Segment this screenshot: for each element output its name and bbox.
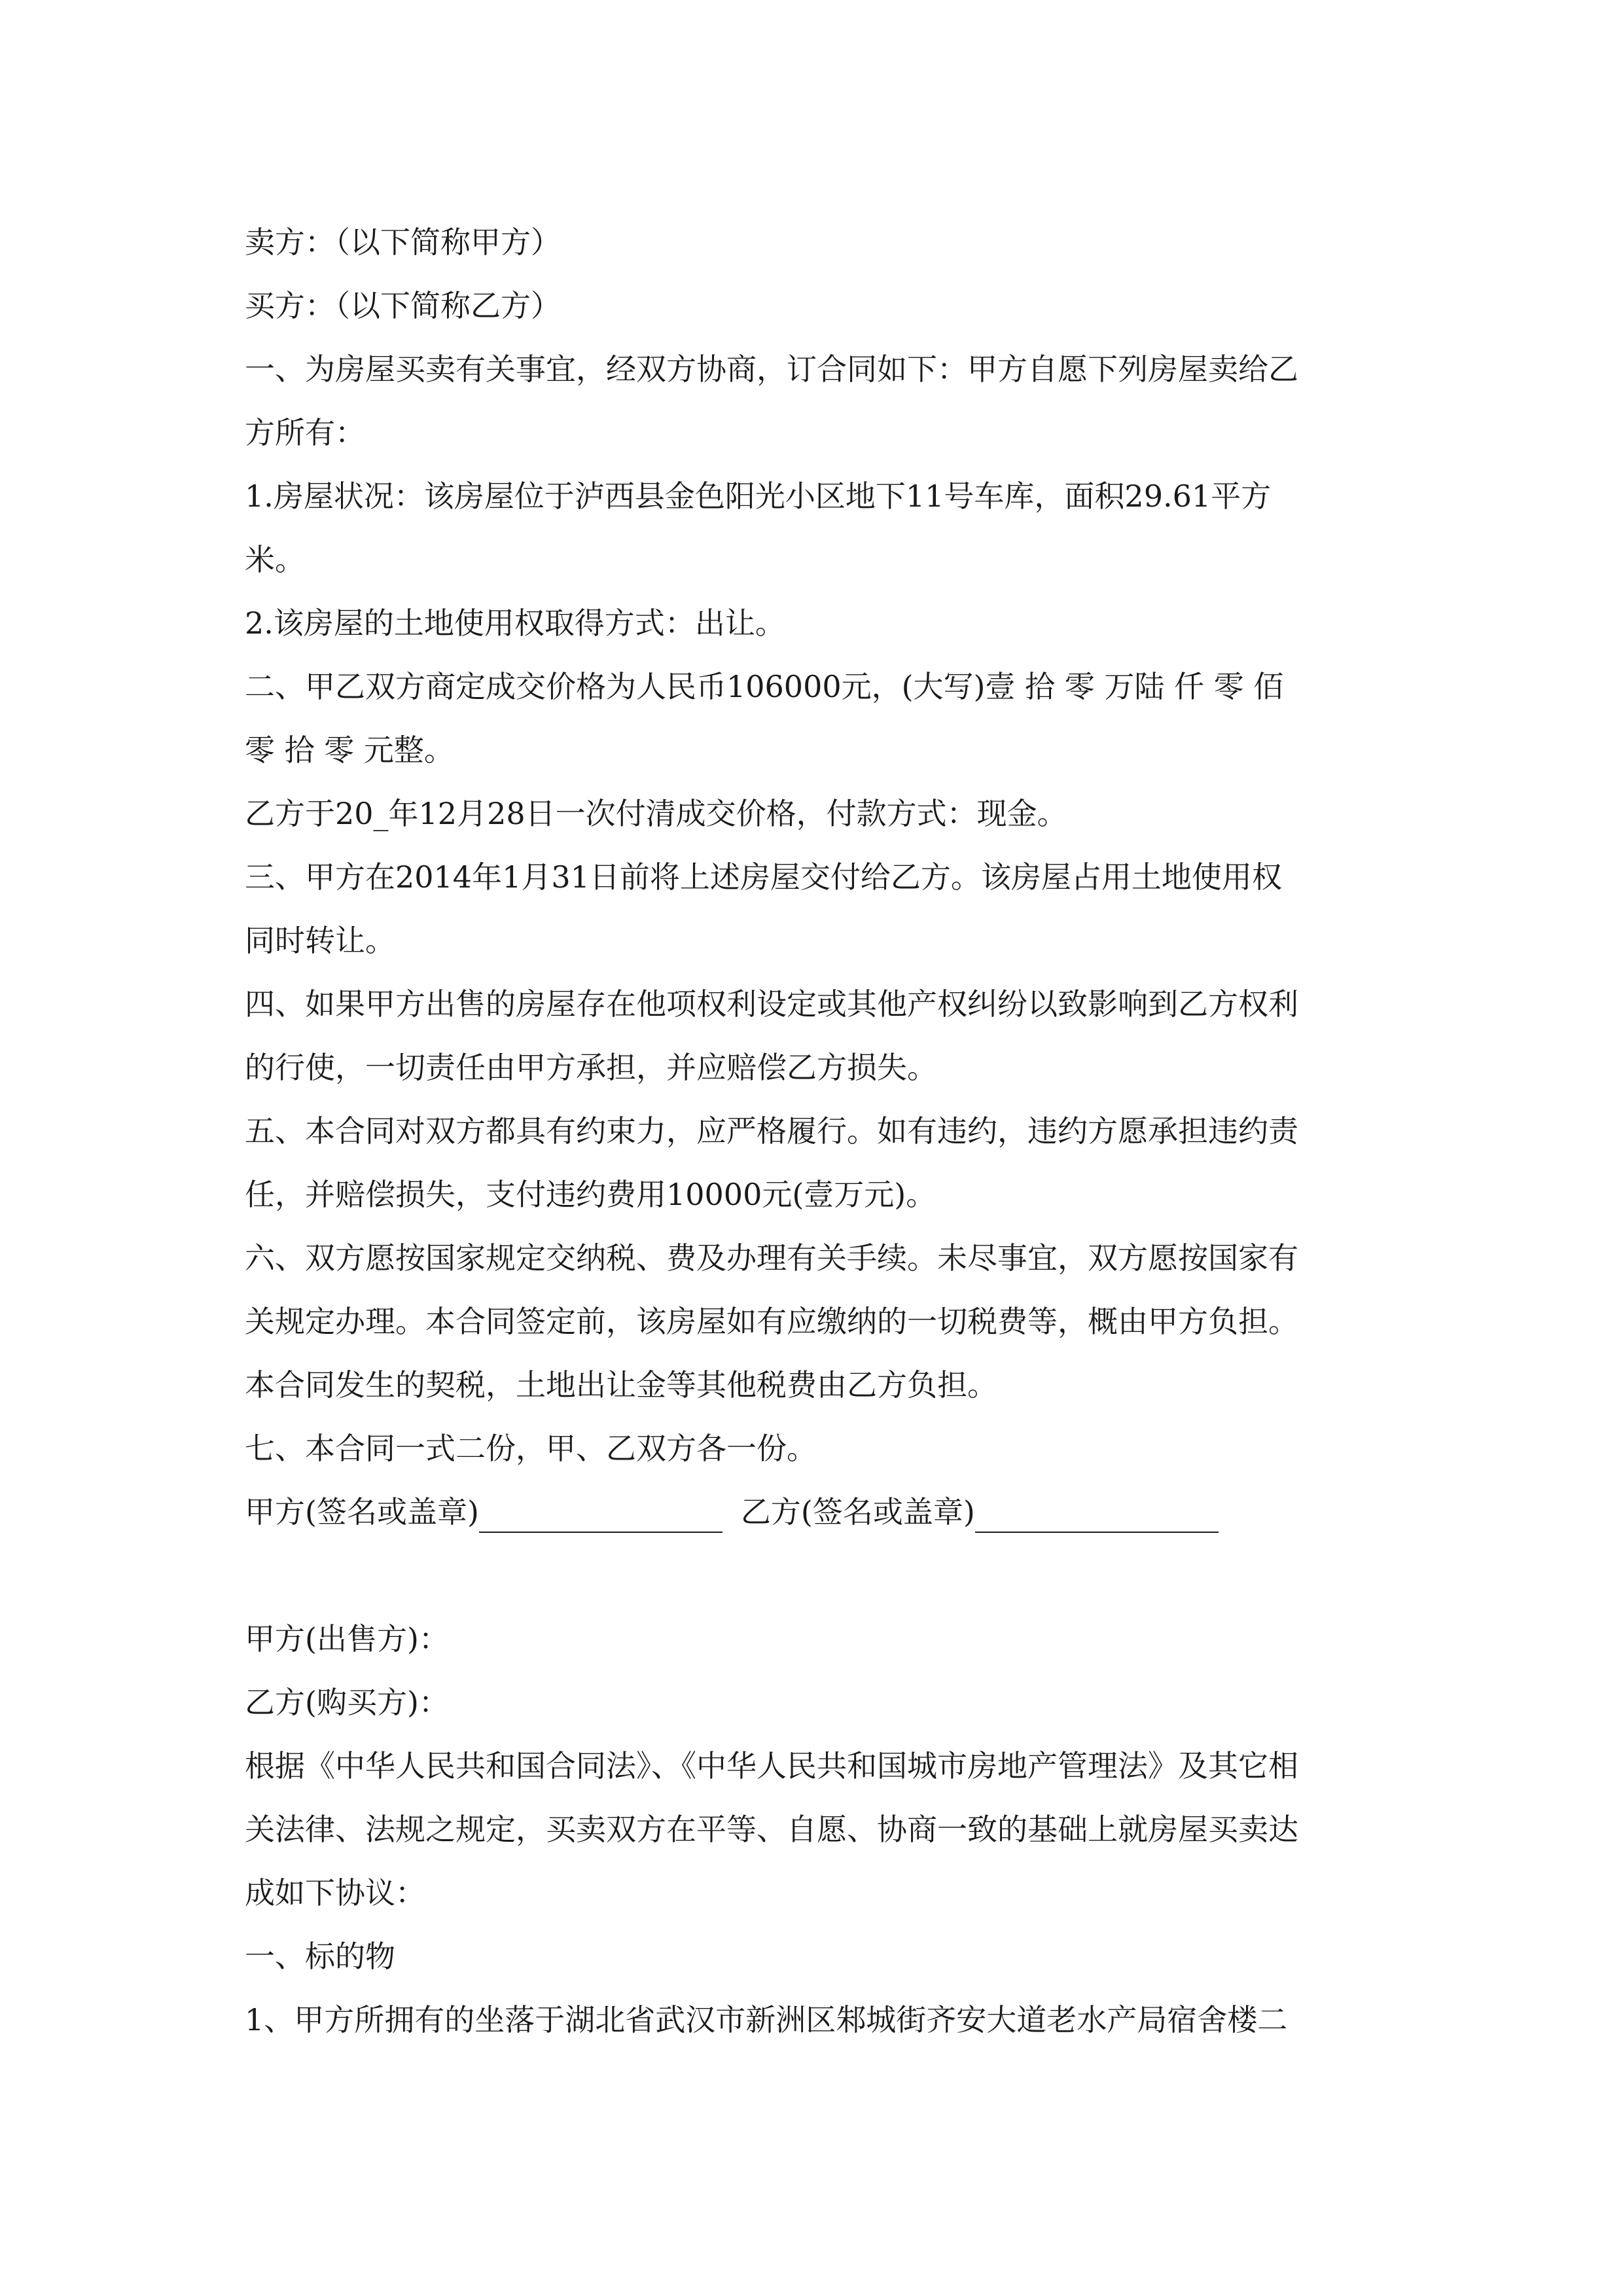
clause-4-line-b: 的行使，一切责任由甲方承担，并应赔偿乙方损失。 [245, 1050, 937, 1085]
basis-line-a: 根据《中华人民共和国合同法》、《中华人民共和国城市房地产管理法》及其它相 [245, 1748, 1298, 1784]
item-2-line: 2.该房屋的土地使用权取得方式：出让。 [245, 605, 785, 641]
party-a-signature-field[interactable] [479, 1492, 722, 1533]
clause-1-line-a: 一、为房屋买卖有关事宜，经双方协商，订合同如下：甲方自愿下列房屋卖给乙 [245, 351, 1298, 387]
subject-item-1-line: 1、甲方所拥有的坐落于湖北省武汉市新洲区邾城街齐安大道老水产局宿舍楼二 [245, 2002, 1288, 2037]
buyer-line: 买方：（以下简称乙方） [245, 288, 561, 323]
subject-heading: 一、标的物 [245, 1939, 395, 1974]
party-b-signature-field[interactable] [975, 1492, 1219, 1533]
clause-6-line-a: 六、双方愿按国家规定交纳税、费及办理有关手续。未尽事宜，双方愿按国家有 [245, 1240, 1298, 1276]
clause-1-line-b: 方所有： [245, 415, 365, 450]
section-gap [245, 1544, 1397, 1607]
party-a-signature-label: 甲方(签名或盖章) [245, 1494, 479, 1530]
basis-line-c: 成如下协议： [245, 1875, 425, 1910]
signature-row [245, 1480, 1397, 1544]
clause-2-line-b: 零 拾 零 元整。 [245, 732, 454, 768]
clause-3-line-a: 三、甲方在2014年1月31日前将上述房屋交付给乙方。该房屋占用土地使用权 [245, 859, 1282, 895]
basis-line-b: 关法律、法规之规定，买卖双方在平等、自愿、协商一致的基础上就房屋买卖达 [245, 1812, 1298, 1847]
document-body [245, 211, 1397, 2052]
clause-5-line-b: 任，并赔偿损失，支付违约费用10000元(壹万元)。 [245, 1177, 936, 1212]
party-b-buyer-line: 乙方(购买方)： [245, 1685, 449, 1720]
clause-6-line-c: 本合同发生的契税，土地出让金等其他税费由乙方负担。 [245, 1367, 997, 1403]
clause-2-line-a: 二、甲乙双方商定成交价格为人民币106000元，(大写)壹 拾 零 万陆 仟 零 佰 [245, 669, 1284, 704]
item-1-line-b: 米。 [245, 542, 305, 577]
seller-line: 卖方：（以下简称甲方） [245, 224, 561, 260]
clause-6-line-b: 关规定办理。本合同签定前，该房屋如有应缴纳的一切税费等，概由甲方负担。 [245, 1304, 1298, 1339]
payment-line: 乙方于20_年12月28日一次付清成交价格，付款方式：现金。 [245, 796, 1067, 831]
item-1-line-a: 1.房屋状况：该房屋位于泸西县金色阳光小区地下11号车库，面积29.61平方 [245, 478, 1272, 514]
clause-3-line-b: 同时转让。 [245, 923, 395, 958]
clause-4-line-a: 四、如果甲方出售的房屋存在他项权利设定或其他产权纠纷以致影响到乙方权利 [245, 986, 1298, 1022]
clause-5-line-a: 五、本合同对双方都具有约束力，应严格履行。如有违约，违约方愿承担违约责 [245, 1113, 1298, 1149]
party-b-signature-label: 乙方(签名或盖章) [740, 1494, 975, 1530]
clause-7-line: 七、本合同一式二份，甲、乙双方各一份。 [245, 1431, 817, 1466]
party-a-seller-line: 甲方(出售方)： [245, 1621, 449, 1657]
